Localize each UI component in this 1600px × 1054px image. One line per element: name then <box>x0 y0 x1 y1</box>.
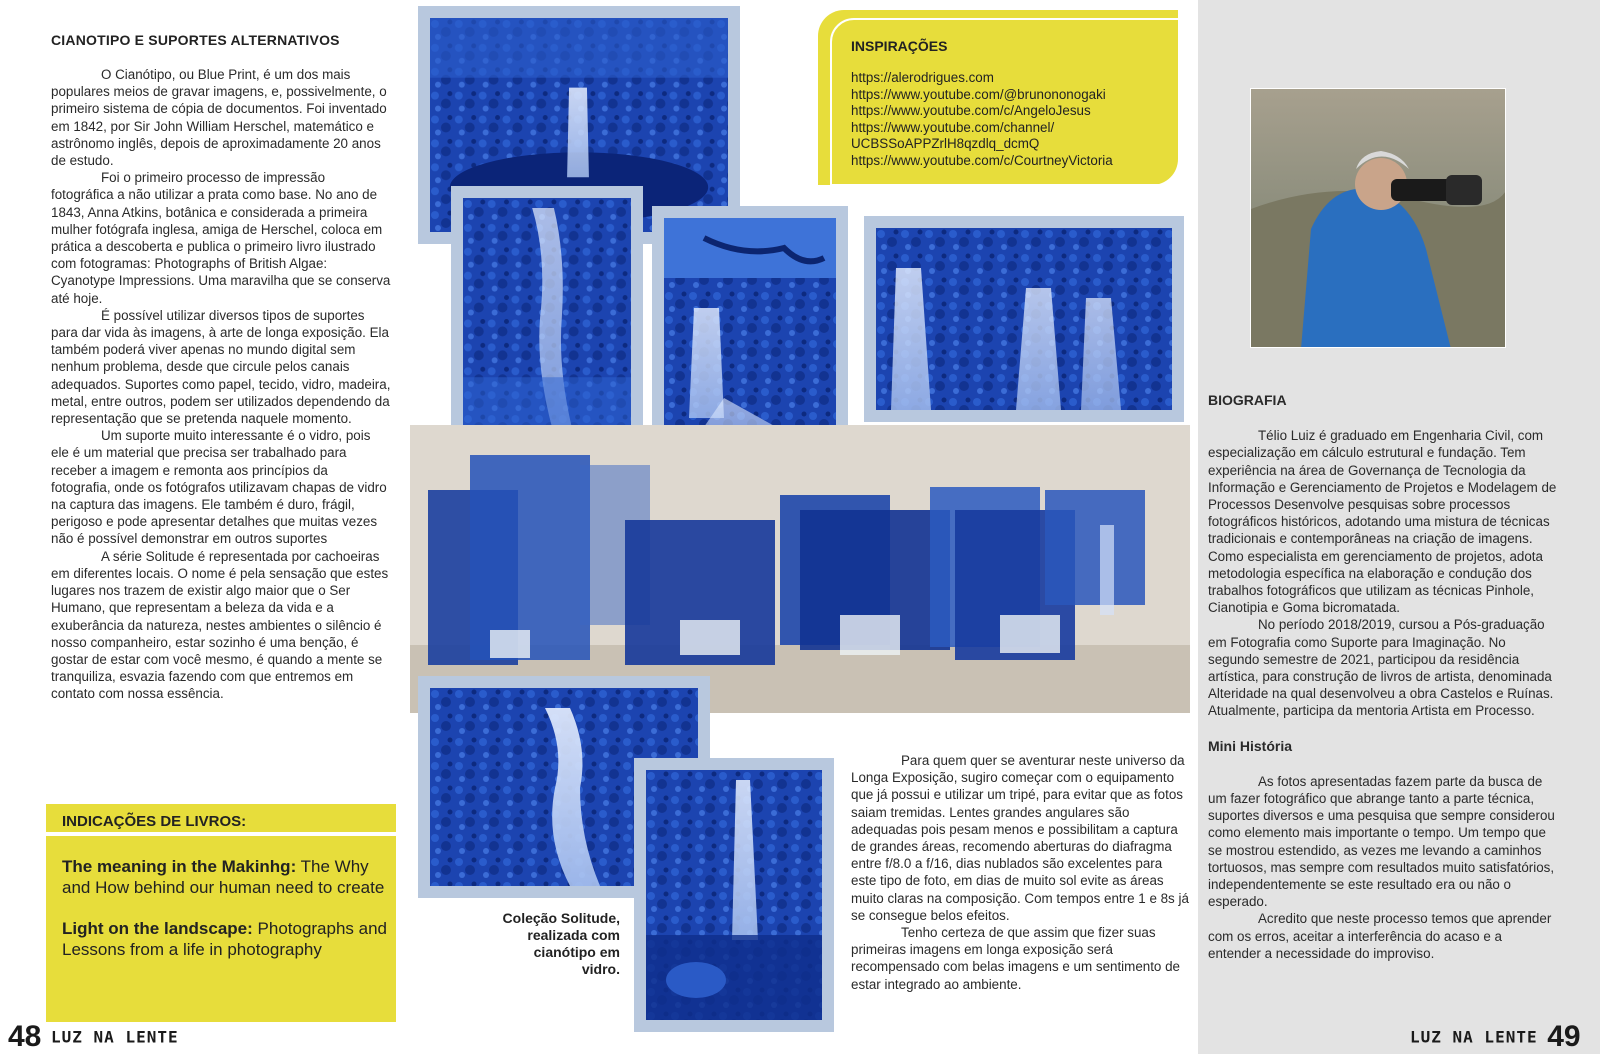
article-paragraph: A série Solitude é representada por cachoeiras em diferentes locais. O nome é pela sensação que estes lugares nos trazem de existir algo maior que o Ser Humano, que representam a beleza da vida e a exuberância da natureza, nestes ambientes o silêncio é nosso companheiro, estar sozinho é uma benção, é gostar de estar com você mesmo, é quando a mente se tranquiliza, esvazia fazendo com que entremos em contato com nossa essência. <box>51 548 389 702</box>
biography-paragraph: No período 2018/2019, cursou a Pós-graduação em Fotografia como Suporte para Imaginação. No segundo semestre de 2021, participou da residência artística, para construção de livros de artista, denominada Alteridade na qual desenvolveu a obra Castelos e Ruínas. Atualmente, participa da mentoria Artista em Processo. <box>1208 617 1554 719</box>
folio-right <box>1410 1020 1581 1054</box>
book-item <box>62 918 387 960</box>
caption-line: vidro. <box>581 961 620 977</box>
biography-paragraph: Como especialista em gerenciamento de projetos, adota metodologia específica na elaboração e condução dos trabalhos fotográficos que utilizam as técnicas Pinhole, Cianotipia e Goma bicromatada. <box>1208 548 1543 616</box>
book-subtitle: The Why and How behind our human need to create <box>62 857 385 897</box>
inspiration-link[interactable]: https://www.youtube.com/@brunononogaki <box>851 86 1106 102</box>
mini-history-paragraph: Acredito que neste processo temos que aprender com os erros, aceitar a interferência do acaso e a entender a necessidade do improviso. <box>1208 911 1552 961</box>
book-recommendations-heading: INDICAÇÕES DE LIVROS: <box>62 813 247 830</box>
waterfall-image <box>876 228 1172 410</box>
page-number-left: 48 <box>8 1020 42 1053</box>
magazine-name-right: LUZ NA LENTE <box>1410 1027 1538 1047</box>
article-paragraph: Foi o primeiro processo de impressão fotográfica a não utilizar a prata como base. No ano de 1843, Anna Atkins, botânica e considerada a primeira mulher fotógrafa inglesa, amiga de Herschel, coloca em prática a descoberta e publica o primeiro livro ilustrado com fotogramas: Photographs of British Algae: Cyanotype Impressions. Uma maravilha que se conserva até hoje. <box>51 170 391 306</box>
author-photo <box>1250 88 1506 348</box>
inspiration-link[interactable]: https://alerodrigues.com <box>851 70 994 85</box>
caption-line: realizada com <box>527 927 620 943</box>
book-recommendations-box <box>46 804 396 1022</box>
article-body <box>51 66 391 703</box>
article-column-middle <box>851 752 1191 993</box>
inspiration-link[interactable]: UCBSSoAPPZrlH8qzdlq_dcmQ <box>851 136 1040 152</box>
cyanotype-glass-display-photo <box>410 425 1190 713</box>
magazine-name-left: LUZ NA LENTE <box>51 1027 179 1047</box>
inspirations-title: INSPIRAÇÕES <box>851 38 948 54</box>
book-title: Light on the landscape: <box>62 919 253 938</box>
mini-history-title: Mini História <box>1208 737 1293 754</box>
book-recommendations-header <box>46 804 396 836</box>
article-paragraph: Para quem quer se aventurar neste universo da Longa Exposição, sugiro começar com o equipamento que já possui e utilizar um tripé, para evitar que as fotos saiam tremidas. Lentes grandes angulares são adequadas pois pesam menos e possibilitam a captura de grandes áreas, recomendo aberturas do diafragma entre f/8.0 a f/16, dias nublados são excelentes para este tipo de foto, em dias de muito sol evite as áreas muito claras na composição. Com tempos entre 1 e 8s já se consegue belos efeitos. <box>851 753 1189 923</box>
book-item <box>62 856 387 898</box>
article-paragraph: O Cianótipo, ou Blue Print, é um dos mais populares meios de gravar imagens, e, possivelmente, o primeiro sistema de cópia de documentos. Foi inventado em 1842, por Sir John William Herschel, matemático e astrônomo inglês, depois de aproximadamente 20 anos de estudo. <box>51 67 387 169</box>
book-title: The meaning in the Makinhg: <box>62 857 297 876</box>
caption-line: Coleção Solitude, <box>502 910 620 926</box>
cyanotype-photo-tall-falls <box>634 758 834 1032</box>
caption-line: cianótipo em <box>533 944 620 960</box>
biography-column <box>1208 392 1558 962</box>
article-paragraph: É possível utilizar diversos tipos de suportes para dar vida às imagens, à arte de longa exposição. Ela também poderá viver apenas no mundo digital sem nenhum problema, desde que circule pelos canais adequados. Suportes como papel, tecido, vidro, madeira, metal, entre outros, podem ser utilizados dependendo da representação que se pretenda naquele momento. <box>51 307 391 427</box>
book-list <box>62 856 387 980</box>
article-paragraph: Um suporte muito interessante é o vidro, pois ele é um material que precisa ser trabalhado para receber a imagem e remonta aos princípios da fotografia, onde os fotógrafos utilizavam chapas de vidro na captura das imagens. Ele também é duro, frágil, perigoso e pode apresentar detalhes que muitas vezes não é possível demonstrar em outros suportes <box>51 428 387 547</box>
cyanotype-photo-wide-falls <box>864 216 1184 422</box>
mini-history-paragraph: As fotos apresentadas fazem parte da busca de um fazer fotográfico que abrange tanto a parte técnica, suportes diversos e uma pesquisa que sempre considerou como elemento mais importante o tempo. Um tempo que se mostrou estendido, as vezes me levando a caminhos tortuosos, mas sempre com resultados muito satisfatórios, independentemente se este resultado era ou não o esperado. <box>1208 773 1555 910</box>
photo-caption <box>470 910 620 978</box>
inspirations-links <box>851 70 1113 170</box>
inspiration-link[interactable]: https://www.youtube.com/c/CourtneyVictoria <box>851 152 1113 168</box>
waterfall-image <box>463 198 631 432</box>
inspiration-link[interactable]: https://www.youtube.com/channel/ <box>851 119 1055 135</box>
biography-paragraph: Télio Luiz é graduado em Engenharia Civil, com especialização em cálculo estrutural e fundação. Tem experiência na área de Governança de Tecnologia da Informação e Gerenciamento de Projetos e Modelagem de Processos Desenvolve pesquisas sobre processos fotográficos históricos, adotando uma mistura de técnicas tradicionais e contemporâneas na criação de imagens. <box>1208 428 1557 547</box>
book-subtitle: Photographs and Lessons from a life in photography <box>62 919 388 959</box>
biography-title: BIOGRAFIA <box>1208 392 1287 408</box>
glass-plates-image <box>410 425 1190 713</box>
folio-left <box>8 1020 179 1054</box>
waterfall-image <box>646 770 822 1020</box>
inspiration-link[interactable]: https://www.youtube.com/c/AngeloJesus <box>851 103 1091 119</box>
cyanotype-photo-cascade-1 <box>451 186 643 444</box>
article-paragraph: Tenho certeza de que assim que fizer suas primeiras imagens em longa exposição será recompensado com belas imagens e um sentimento de estar integrado ao ambiente. <box>851 925 1180 992</box>
page-number-right: 49 <box>1547 1020 1581 1053</box>
waterfall-image <box>664 218 836 456</box>
article-column-left <box>51 32 391 703</box>
article-title: CIANOTIPO E SUPORTES ALTERNATIVOS <box>51 32 340 48</box>
photographer-image <box>1251 89 1506 348</box>
